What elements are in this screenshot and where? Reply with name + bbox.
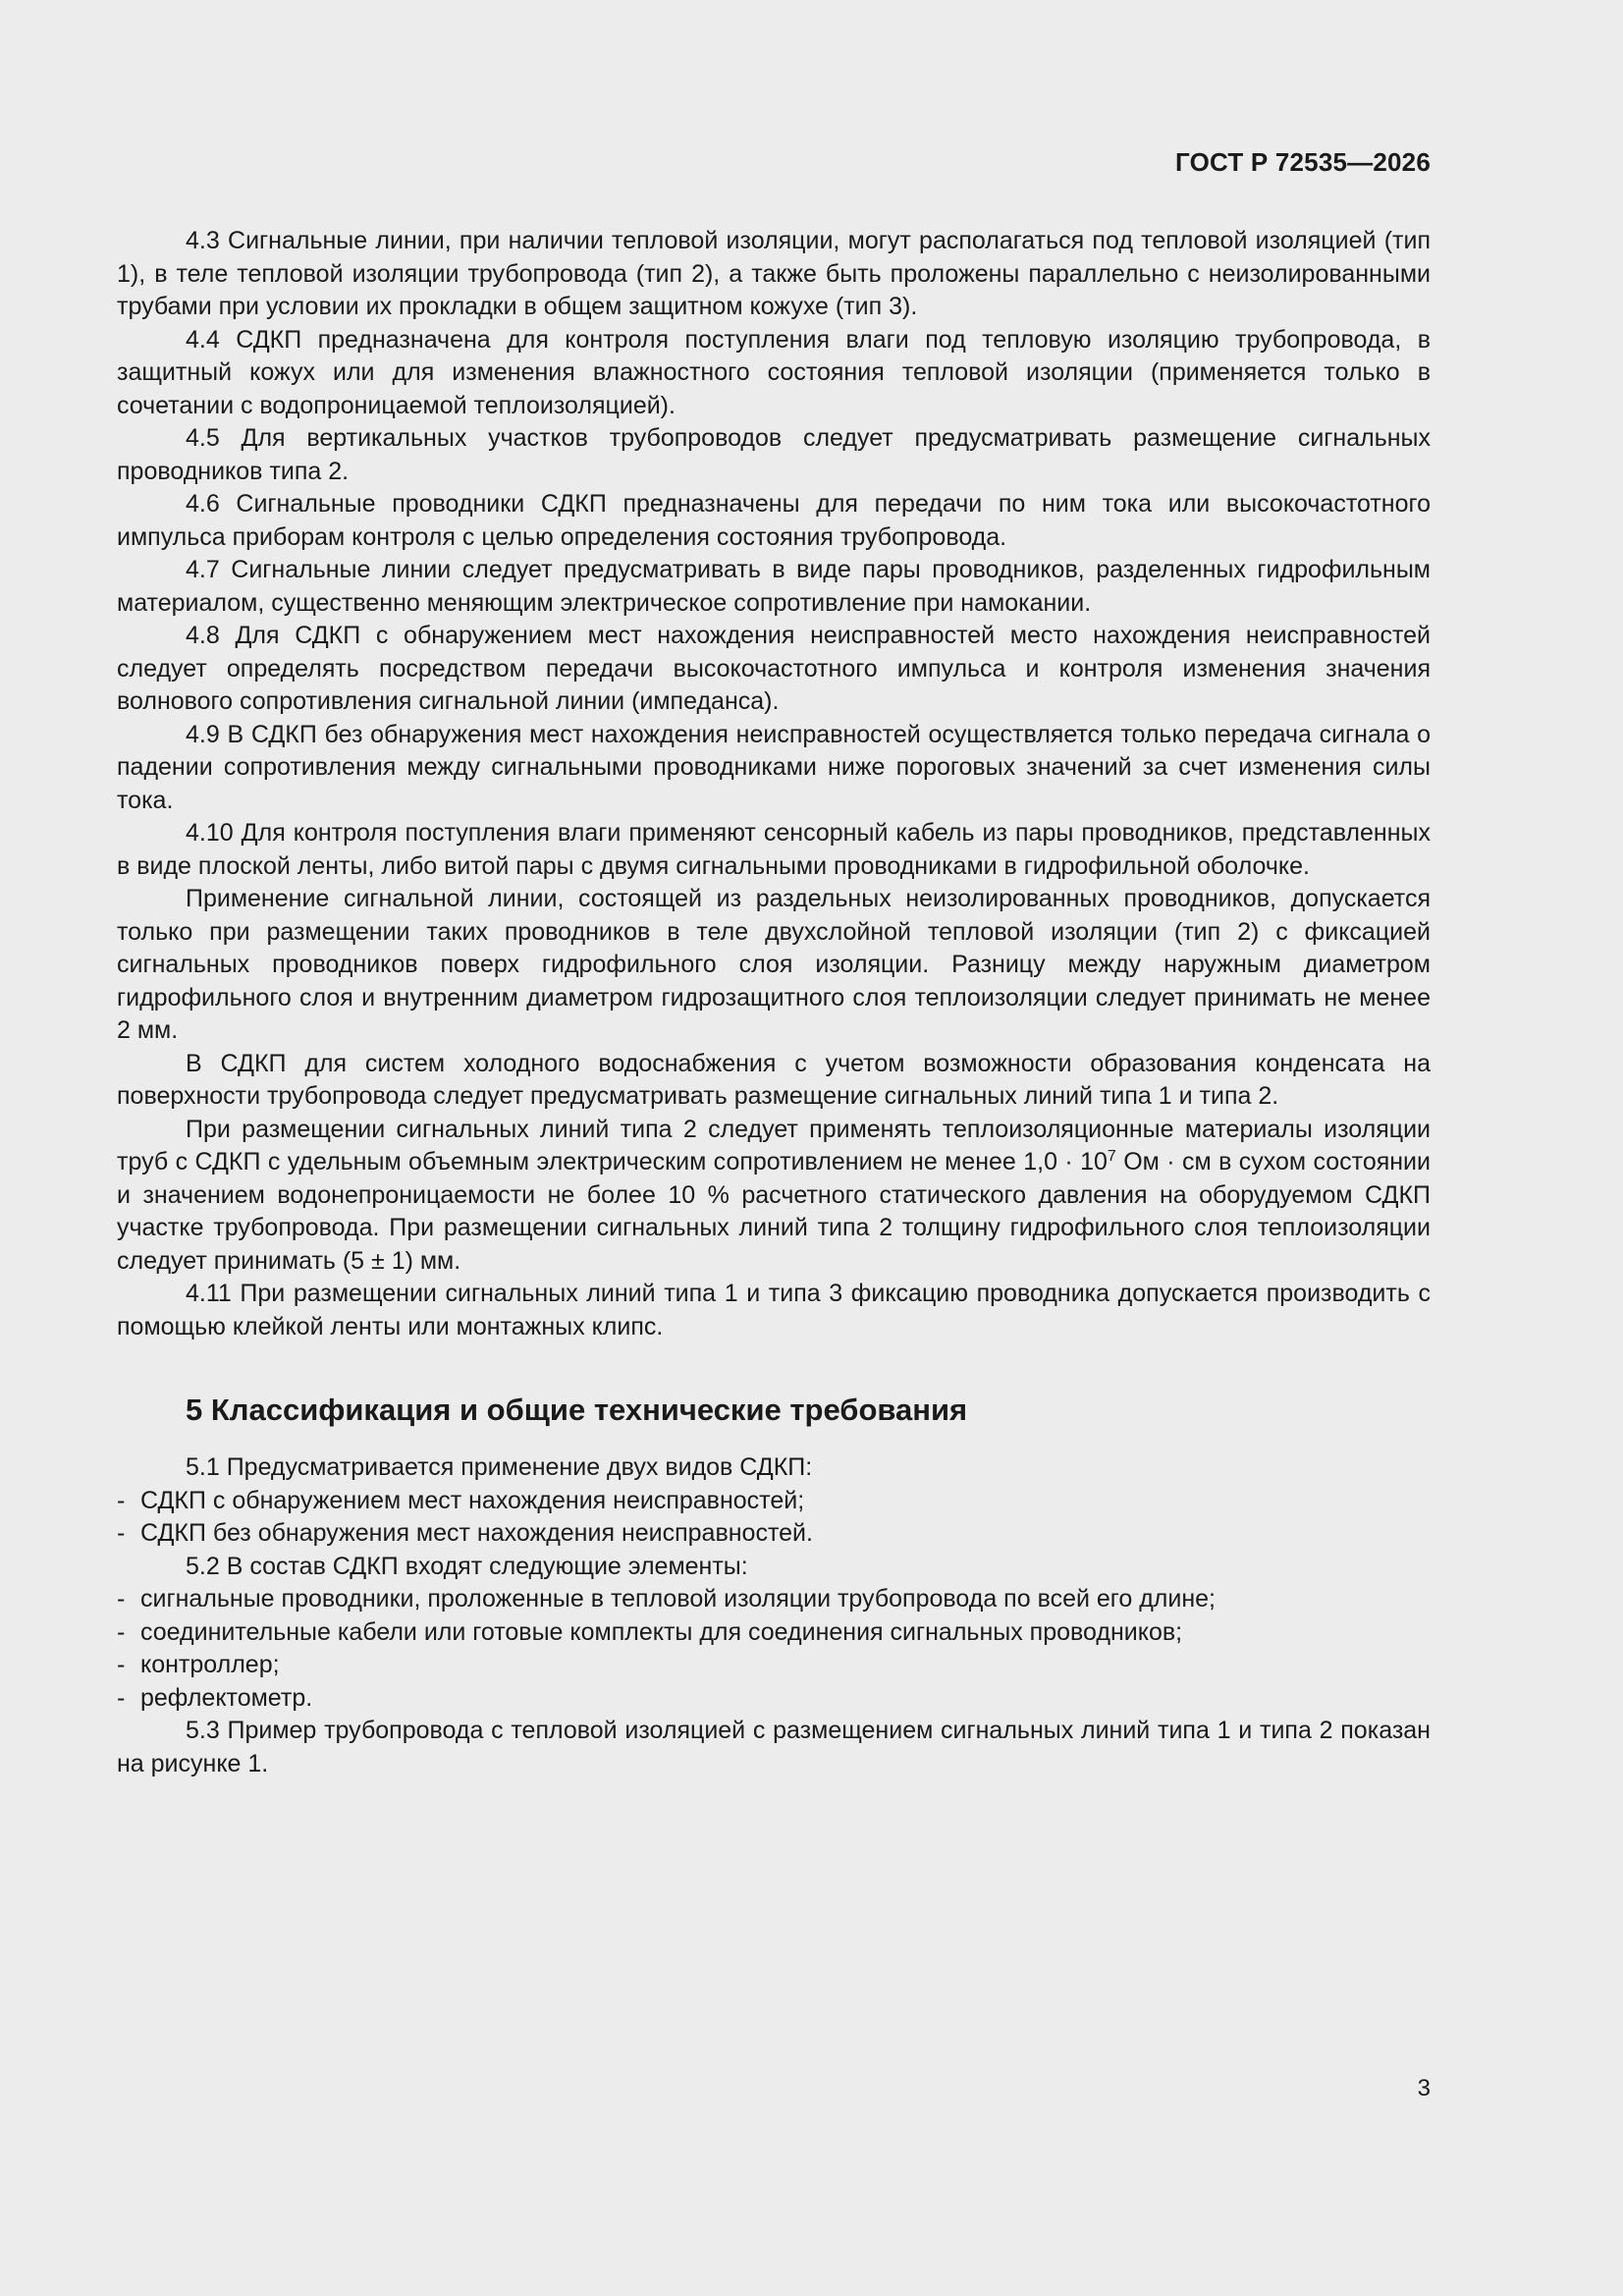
dash-marker: - [117,1486,126,1514]
list-item [117,1682,1431,1716]
type2-text-before: При размещении сигнальных линий типа 2 следует применять теплоизоляционные материалы изоляции труб с СДКП с удельным объемным электрическим сопротивлением не менее 1,0 · 10 [117,1115,1431,1175]
dash-marker: - [117,1585,126,1613]
paragraph-5-2: 5.2 В состав СДКП входят следующие элементы: [186,1552,748,1580]
type2-exponent: 7 [1107,1148,1116,1165]
dash-marker: - [117,1651,126,1678]
paragraph-4-3: 4.3 Сигнальные линии, при наличии тепловой изоляции, могут располагаться под тепловой изоляцией (тип 1), в теле тепловой изоляции трубопровода (тип 2), а также быть проложены параллельно с неизолированными трубами при условии их прокладки в общем защитном кожухе (тип 3). [117,227,1431,320]
dash-marker: - [117,1617,126,1646]
paragraph-4-5: 4.5 Для вертикальных участков трубопроводов следует предусматривать размещение сигнальных проводников типа 2. [117,424,1431,485]
paragraph-4-10: 4.10 Для контроля поступления влаги применяют сенсорный кабель из пары проводников, представленных в виде плоской ленты, либо витой пары с двумя сигнальными проводниками в гидрофильной оболочке. [117,819,1431,880]
list-item [117,1583,1431,1616]
section-5-heading: 5 Классификация и общие технические требования [186,1393,968,1427]
list-item [117,1649,1431,1682]
list-item-text: рефлектометр. [140,1683,313,1712]
paragraph-5-1: 5.1 Предусматривается применение двух видов СДКП: [186,1453,813,1481]
list-item-text: СДКП без обнаружения мест нахождения неисправностей. [140,1519,813,1547]
document-code: ГОСТ Р 72535—2026 [1175,147,1431,177]
page-number: 3 [1417,2075,1431,2102]
list-item-text: соединительные кабели или готовые комплекты для соединения сигнальных проводников; [140,1617,1183,1646]
paragraph-type2-materials [117,1114,1431,1279]
paragraph-4-11: 4.11 При размещении сигнальных линий типа 1 и типа 3 фиксацию проводника допускается производить с помощью клейкой ленты или монтажных клипс. [117,1280,1431,1340]
list-item-text: СДКП с обнаружением мест нахождения неисправностей; [140,1486,805,1514]
list-item-text: сигнальные проводники, проложенные в тепловой изоляции трубопровода по всей его длине; [140,1585,1217,1613]
document-body [117,225,1431,1780]
type2-text-after: Ом · см в сухом состоянии и значением водонепроницаемости не более 10 % расчетного статического давления на оборудуемом СДКП участке трубопровода. При размещении сигнальных линий типа 2 толщину гидрофильного слоя теплоизоляции следует принимать (5 ± 1) мм. [117,1148,1431,1275]
dash-marker: - [117,1683,126,1712]
paragraph-4-6: 4.6 Сигнальные проводники СДКП предназначены для передачи по ним тока или высокочастотного импульса приборам контроля с целью определения состояния трубопровода. [117,490,1431,551]
list-item [117,1485,1431,1518]
dash-marker: - [117,1519,126,1547]
list-item-text: контроллер; [140,1651,280,1678]
paragraph-separate-conductors: Применение сигнальной линии, состоящей из раздельных неизолированных проводников, допускается только при размещении таких проводников в теле двухслойной тепловой изоляции (тип 2) с фиксацией сигнальных проводников поверх гидрофильного слоя изоляции. Разницу между наружным диаметром гидрофильного слоя и внутренним диаметром гидрозащитного слоя теплоизоляции следует принимать не менее 2 мм. [117,885,1431,1044]
list-item [117,1616,1431,1650]
list-item [117,1517,1431,1551]
paragraph-4-9: 4.9 В СДКП без обнаружения мест нахождения неисправностей осуществляется только передача сигнала о падении сопротивления между сигнальными проводниками ниже пороговых значений за счет изменения силы тока. [117,720,1431,814]
paragraph-5-3: 5.3 Пример трубопровода с тепловой изоляцией с размещением сигнальных линий типа 1 и типа 2 показан на рисунке 1. [117,1717,1431,1777]
paragraph-4-8: 4.8 Для СДКП с обнаружением мест нахождения неисправностей место нахождения неисправностей следует определять посредством передачи высокочастотного импульса и контроля изменения значения волнового сопротивления сигнальной линии (импеданса). [117,622,1431,715]
paragraph-4-4: 4.4 СДКП предназначена для контроля поступления влаги под тепловую изоляцию трубопровода, в защитный кожух или для изменения влажностного состояния тепловой изоляции (применяется только в сочетании с водопроницаемой теплоизоляцией). [117,325,1431,419]
paragraph-cold-water: В СДКП для систем холодного водоснабжения с учетом возможности образования конденсата на поверхности трубопровода следует предусматривать размещение сигнальных линий типа 1 и типа 2. [117,1049,1431,1110]
paragraph-4-7: 4.7 Сигнальные линии следует предусматривать в виде пары проводников, разделенных гидрофильным материалом, существенно меняющим электрическое сопротивление при намокании. [117,556,1431,617]
